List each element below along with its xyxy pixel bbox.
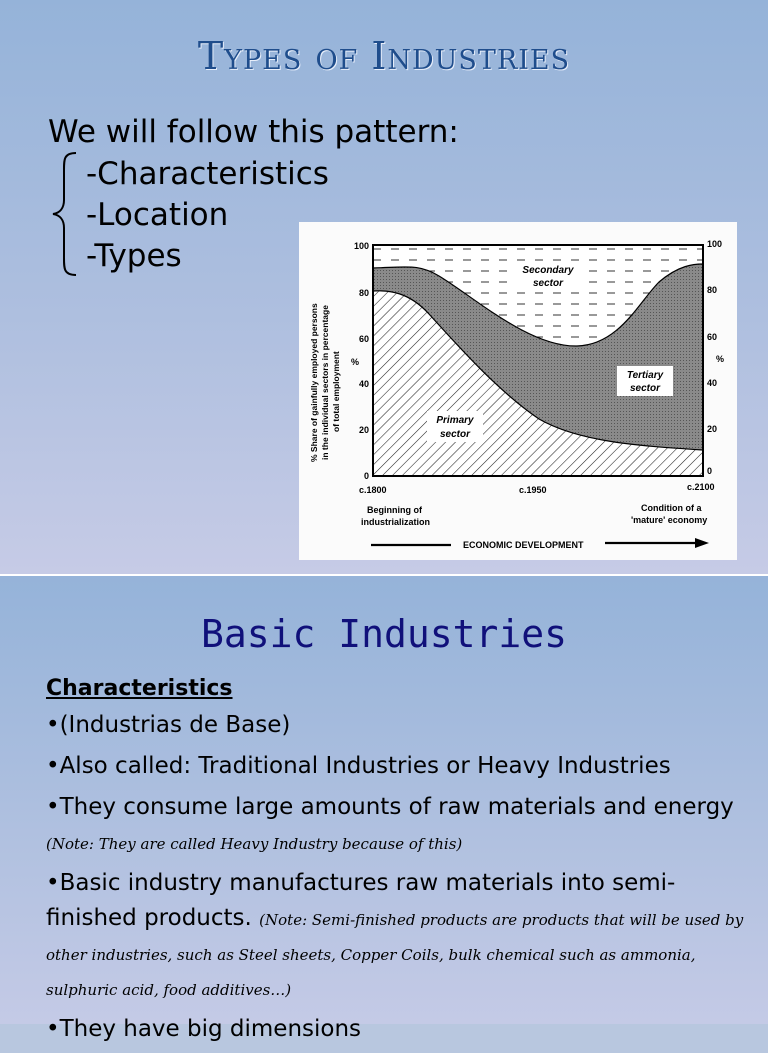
pattern-list	[86, 156, 329, 279]
curly-brace-icon	[50, 150, 80, 278]
intro-text: We will follow this pattern:	[48, 114, 459, 150]
slide-title: Basic Industries	[200, 612, 568, 656]
secondary-label: Secondary	[522, 265, 574, 276]
bullet-item	[46, 790, 746, 860]
left-tick: 40	[358, 379, 369, 389]
tertiary-label: Tertiary	[626, 370, 664, 381]
left-tick: 60	[358, 334, 369, 344]
bullet-item	[46, 749, 746, 784]
arrow-head-icon	[695, 538, 709, 548]
y-axis-label-line2: in the individual sectors in percentage	[320, 305, 330, 460]
tertiary-label: sector	[629, 383, 661, 394]
bullet-note: (Note: Semi-finished products are products that will be used by other industries, such as Steel sheets, Copper Coils, bulk chemical such as ammonia, sulphuric acid, food additives…)	[46, 911, 744, 999]
y-axis-label-line1: % Share of gainfully employed persons	[309, 303, 319, 462]
bullet-text: •They consume large amounts of raw materials and energy	[46, 794, 734, 820]
bullet-text: •Basic industry manufactures raw materials into semi-finished products.	[46, 870, 676, 931]
right-tick: 60	[707, 332, 718, 342]
economic-sectors-figure	[299, 222, 737, 560]
primary-label: Primary	[436, 415, 474, 426]
bullet-text: •(Industrias de Base)	[46, 712, 291, 738]
x-tick: c.1800	[359, 485, 387, 495]
bullet-note: (Note: They are called Heavy Industry because of this)	[46, 835, 463, 853]
left-caption: industrialization	[361, 517, 431, 527]
characteristics-heading: Characteristics	[46, 676, 233, 701]
pattern-item-types: -Types	[86, 238, 182, 274]
arrow-label: ECONOMIC DEVELOPMENT	[463, 540, 584, 550]
left-tick: 100	[353, 241, 369, 251]
bullet-text: •They have big dimensions	[46, 1016, 362, 1042]
slide-title: Types of Industries	[197, 34, 571, 78]
bullet-item	[46, 866, 746, 1006]
left-caption: Beginning of	[367, 505, 422, 515]
secondary-label: sector	[532, 278, 564, 289]
right-tick: 40	[707, 378, 718, 388]
right-tick: 100	[707, 239, 723, 249]
slide-basic-industries	[0, 576, 768, 1042]
right-tick: 80	[707, 285, 718, 295]
pattern-item-characteristics: -Characteristics	[86, 156, 329, 192]
right-tick: 0	[707, 466, 713, 476]
bullet-item	[46, 708, 746, 743]
pattern-item-location: -Location	[86, 197, 229, 233]
left-tick: 0	[363, 471, 369, 481]
slide-content	[46, 676, 746, 1053]
x-tick: c.2100	[687, 482, 715, 492]
primary-label: sector	[439, 429, 471, 440]
right-caption: Condition of a	[641, 503, 702, 513]
y-axis-label-line3: of total employment	[331, 351, 341, 432]
right-tick: 20	[707, 424, 718, 434]
right-caption: 'mature' economy	[631, 515, 708, 525]
bullet-text: •Also called: Traditional Industries or Heavy Industries	[46, 753, 671, 779]
percent-left: %	[351, 357, 360, 367]
left-tick: 20	[358, 425, 369, 435]
percent-right: %	[716, 354, 725, 364]
x-tick: c.1950	[519, 485, 547, 495]
left-tick: 80	[358, 288, 369, 298]
bullet-item	[46, 1012, 746, 1047]
